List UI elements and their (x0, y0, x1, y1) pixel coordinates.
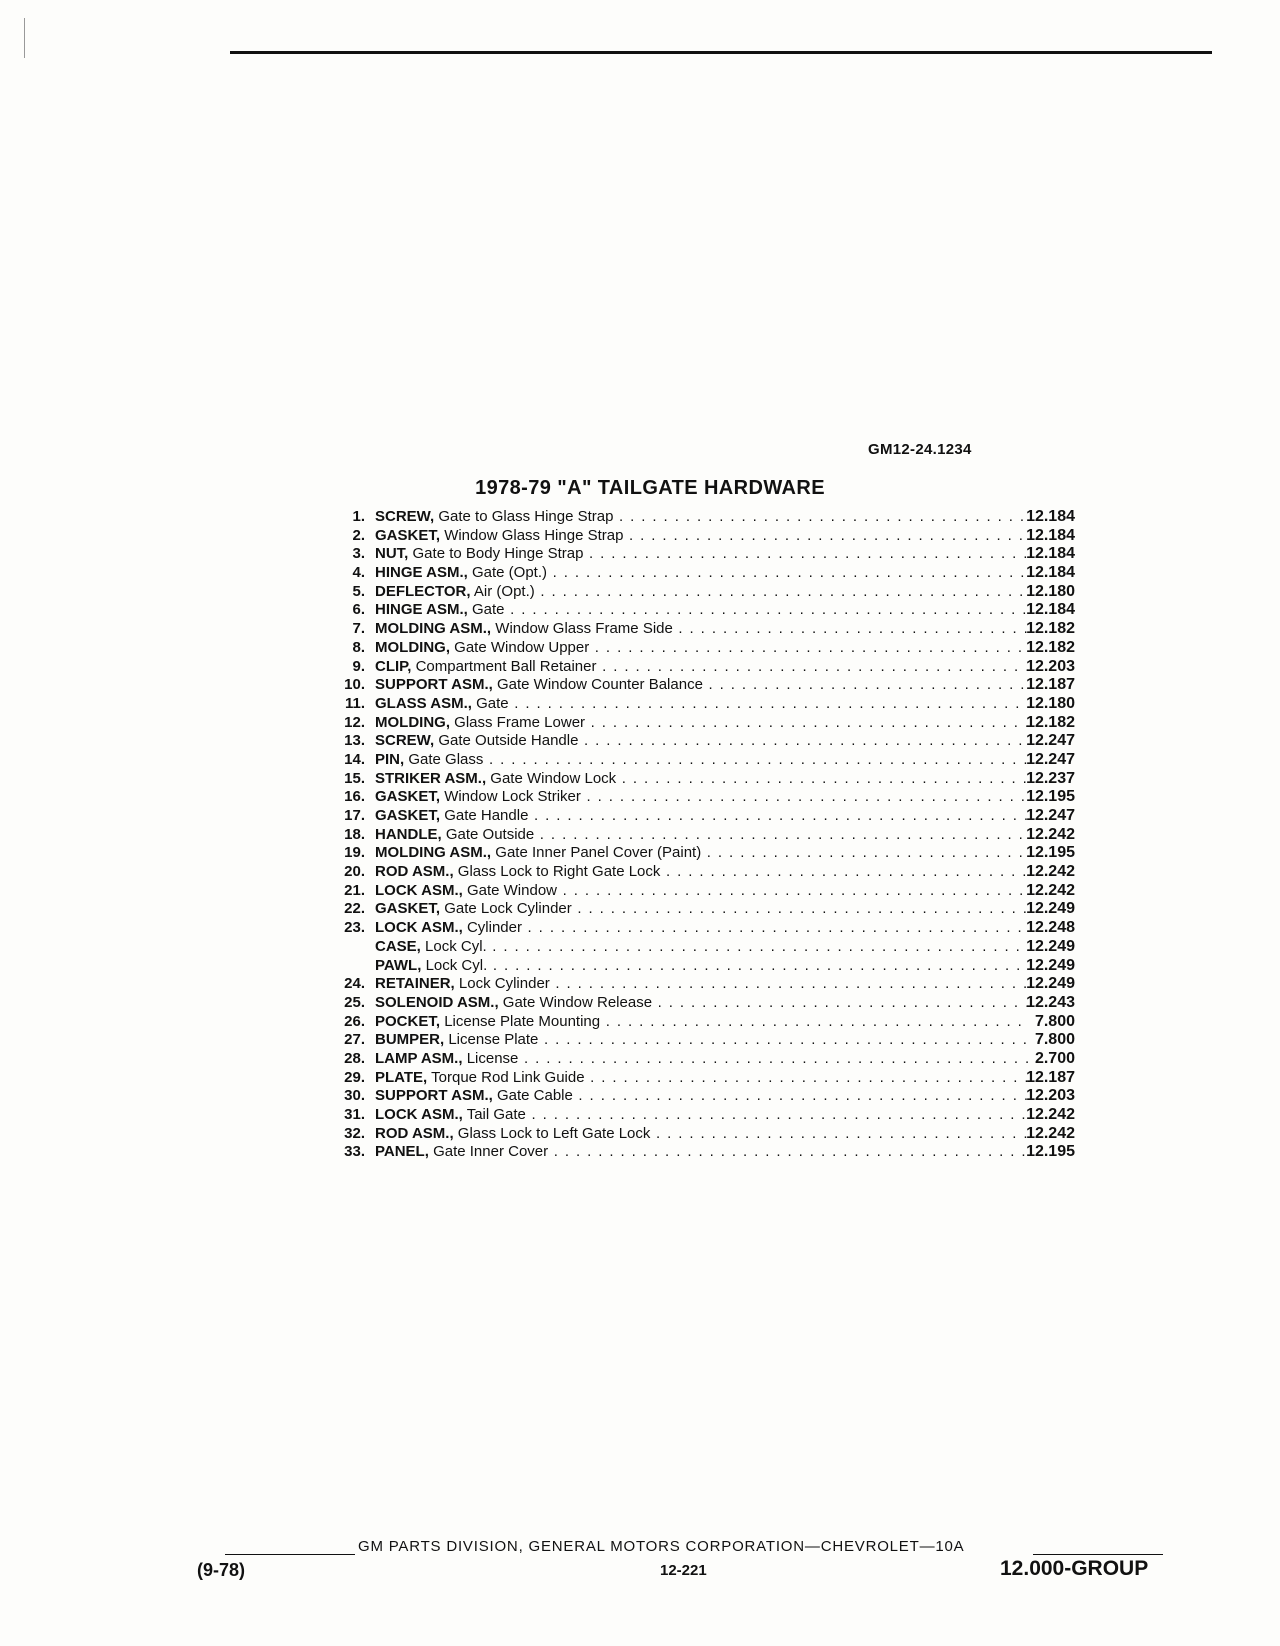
part-description-wrap (375, 938, 1030, 957)
part-name: GASKET, (375, 807, 441, 824)
part-detail: Gate Outside (445, 825, 535, 843)
part-description (375, 919, 1030, 938)
part-row (325, 714, 1085, 733)
part-description (375, 564, 1030, 583)
part-group-code: 12.182 (1026, 713, 1075, 731)
part-description (375, 695, 1030, 714)
part-row (325, 695, 1085, 714)
part-description-wrap (375, 900, 1030, 919)
part-number: 6. (352, 601, 365, 619)
part-number: 14. (344, 750, 365, 768)
part-description (375, 639, 1030, 658)
scan-mark (24, 18, 25, 58)
part-number: 19. (344, 844, 365, 862)
part-number: 24. (344, 975, 365, 993)
part-row (325, 508, 1085, 527)
part-group-code: 12.187 (1026, 1068, 1075, 1086)
part-name: NUT, (375, 545, 409, 563)
part-group-code: 12.184 (1026, 526, 1075, 544)
part-name: PANEL, (375, 1143, 429, 1161)
part-detail: Lock Cyl. (425, 937, 487, 955)
part-name: LOCK ASM., (375, 919, 463, 937)
part-number: 31. (344, 1106, 365, 1123)
part-detail: Glass Lock to Left Gate Lock (457, 1124, 651, 1142)
part-group-code: 12.249 (1026, 956, 1075, 974)
part-name: LOCK ASM., (375, 881, 463, 899)
part-detail: Glass Frame Lower (454, 713, 586, 731)
part-description-wrap (375, 732, 1030, 751)
part-name: LOCK ASM., (375, 1106, 463, 1123)
part-description-wrap (375, 583, 1030, 602)
part-detail: Glass Lock to Right Gate Lock (457, 863, 661, 881)
part-row (325, 658, 1085, 677)
part-description-wrap (375, 1106, 1030, 1125)
part-description-wrap (375, 545, 1030, 564)
document-code: GM12-24.1234 (868, 441, 972, 458)
part-detail: Tail Gate (466, 1106, 526, 1123)
part-number: 15. (344, 769, 365, 787)
part-row (325, 1087, 1085, 1106)
part-number: 3. (352, 545, 365, 563)
part-detail: Window Glass Hinge Strap (444, 526, 624, 544)
part-name: POCKET, (375, 1012, 441, 1030)
part-group-code: 12.242 (1026, 881, 1075, 899)
part-description-wrap (375, 919, 1030, 938)
part-description-wrap (375, 695, 1030, 714)
part-description (375, 882, 1030, 901)
part-group-code: 12.242 (1026, 863, 1075, 881)
part-group-code: 12.195 (1026, 788, 1075, 806)
part-detail: Gate (Opt.) (471, 564, 547, 582)
part-description-wrap (375, 658, 1030, 677)
part-group-code: 12.182 (1026, 638, 1075, 656)
part-name: LAMP ASM., (375, 1049, 463, 1067)
footer-page-number: 12-221 (660, 1562, 707, 1579)
part-number: 33. (344, 1143, 365, 1161)
part-description (375, 975, 1030, 994)
part-detail: Lock Cyl. (425, 956, 488, 974)
part-group-code: 12.203 (1026, 1087, 1075, 1105)
part-detail: Gate (471, 601, 505, 619)
part-description (375, 1069, 1030, 1088)
part-detail: Gate to Body Hinge Strap (412, 545, 584, 563)
part-row (325, 545, 1085, 564)
part-description-wrap (375, 975, 1030, 994)
part-row (325, 1143, 1085, 1162)
part-number: 26. (344, 1012, 365, 1030)
part-description (375, 1031, 1030, 1050)
part-detail: Gate Inner Cover (433, 1143, 549, 1161)
part-description (375, 658, 1030, 677)
part-name: SUPPORT ASM., (375, 1087, 493, 1105)
part-description (375, 1143, 1030, 1162)
part-name: DEFLECTOR, (375, 582, 471, 600)
part-row (325, 788, 1085, 807)
part-group-code: 12.187 (1026, 676, 1075, 694)
part-row (325, 620, 1085, 639)
part-group-code: 12.249 (1026, 975, 1075, 993)
part-name: PIN, (375, 750, 405, 768)
part-detail: Window Lock Striker (444, 788, 581, 806)
part-row (325, 601, 1085, 620)
part-row (325, 900, 1085, 919)
part-group-code: 12.184 (1026, 564, 1075, 582)
part-description (375, 788, 1030, 807)
part-detail: License Plate (448, 1031, 539, 1049)
part-number: 9. (352, 657, 365, 675)
part-row (325, 639, 1085, 658)
part-name: ROD ASM., (375, 1124, 454, 1142)
part-detail: Gate Inner Panel Cover (Paint) (495, 844, 702, 862)
part-group-code: 12.243 (1026, 993, 1075, 1011)
part-detail: Gate Window Lock (490, 769, 617, 787)
part-description (375, 957, 1030, 976)
part-description (375, 900, 1030, 919)
part-detail: Window Glass Frame Side (495, 620, 673, 638)
part-number: 12. (344, 713, 365, 731)
part-description-wrap (375, 527, 1030, 546)
part-number: 17. (344, 807, 365, 824)
part-name: BUMPER, (375, 1031, 445, 1049)
part-description (375, 601, 1030, 620)
part-description-wrap (375, 1069, 1030, 1088)
part-group-code: 12.195 (1026, 844, 1075, 862)
part-row (325, 1013, 1085, 1032)
part-row (325, 527, 1085, 546)
part-detail: Gate to Glass Hinge Strap (438, 508, 614, 525)
part-description (375, 732, 1030, 751)
part-description (375, 676, 1030, 695)
part-description-wrap (375, 807, 1030, 826)
part-row (325, 732, 1085, 751)
part-description (375, 620, 1030, 639)
part-description (375, 938, 1030, 957)
part-name: GASKET, (375, 526, 441, 544)
footer-date: (9-78) (197, 1560, 246, 1580)
part-description-wrap (375, 676, 1030, 695)
part-number: 11. (344, 694, 365, 712)
part-row (325, 994, 1085, 1013)
part-detail: Gate (476, 694, 509, 712)
footer-rule-right (1033, 1554, 1163, 1555)
part-group-code: 12.248 (1026, 919, 1075, 937)
part-group-code: 2.700 (1034, 1049, 1075, 1067)
part-number: 28. (344, 1049, 365, 1067)
part-description (375, 1106, 1030, 1125)
part-number: 22. (344, 900, 365, 918)
part-name: CASE, (375, 937, 421, 955)
part-description (375, 545, 1030, 564)
part-description-wrap (375, 1050, 1030, 1069)
top-rule (230, 51, 1212, 54)
part-description (375, 844, 1030, 863)
part-row (325, 807, 1085, 826)
part-description (375, 1013, 1030, 1032)
part-row (325, 1069, 1085, 1088)
part-group-code: 12.184 (1026, 545, 1075, 563)
part-description-wrap (375, 1125, 1030, 1144)
part-detail: Air (Opt.) (473, 582, 535, 600)
part-description-wrap (375, 770, 1030, 789)
part-row (325, 583, 1085, 602)
part-name: GASKET, (375, 788, 441, 806)
part-group-code: 12.247 (1026, 732, 1075, 750)
part-name: CLIP, (375, 657, 412, 675)
part-row (325, 1125, 1085, 1144)
part-name: SOLENOID ASM., (375, 993, 499, 1011)
part-row (325, 863, 1085, 882)
part-description (375, 1087, 1030, 1106)
part-row (325, 938, 1085, 957)
part-group-code: 12.249 (1026, 900, 1075, 918)
part-number: 30. (344, 1087, 365, 1105)
part-name: PAWL, (375, 956, 422, 974)
part-group-code: 12.195 (1026, 1143, 1075, 1161)
part-description (375, 583, 1030, 602)
part-group-code: 12.247 (1026, 807, 1075, 824)
part-detail: Gate Window Release (502, 993, 653, 1011)
part-number: 32. (344, 1124, 365, 1142)
part-row (325, 751, 1085, 770)
part-detail: Lock Cylinder (458, 975, 550, 993)
part-description (375, 994, 1030, 1013)
part-row (325, 957, 1085, 976)
part-name: MOLDING ASM., (375, 620, 492, 638)
part-group-code: 12.184 (1026, 601, 1075, 619)
part-group-code: 12.180 (1026, 582, 1075, 600)
part-number: 8. (352, 638, 365, 656)
part-description (375, 807, 1030, 826)
part-name: MOLDING ASM., (375, 844, 492, 862)
footer-corporation: GM PARTS DIVISION, GENERAL MOTORS CORPORATION—CHEVROLET—10A (358, 1538, 965, 1555)
part-detail: Gate Window (466, 881, 557, 899)
part-detail: Gate Window Counter Balance (496, 676, 703, 694)
part-description (375, 770, 1030, 789)
part-number: 25. (344, 993, 365, 1011)
part-description (375, 508, 1030, 527)
part-number: 1. (352, 508, 365, 525)
part-detail: Cylinder (466, 919, 522, 937)
part-description-wrap (375, 826, 1030, 845)
part-row (325, 770, 1085, 789)
part-row (325, 564, 1085, 583)
part-description (375, 714, 1030, 733)
part-group-code: 12.247 (1026, 750, 1075, 768)
part-description-wrap (375, 994, 1030, 1013)
part-detail: Torque Rod Link Guide (431, 1068, 585, 1086)
part-name: ROD ASM., (375, 863, 454, 881)
part-group-code: 12.242 (1026, 825, 1075, 843)
part-name: SCREW, (375, 732, 435, 750)
part-description-wrap (375, 751, 1030, 770)
part-detail: License (466, 1049, 519, 1067)
part-group-code: 7.800 (1034, 1012, 1075, 1030)
part-name: SCREW, (375, 508, 435, 525)
part-name: GLASS ASM., (375, 694, 472, 712)
part-description-wrap (375, 601, 1030, 620)
part-group-code: 12.184 (1026, 508, 1075, 525)
part-description-wrap (375, 620, 1030, 639)
part-description-wrap (375, 1031, 1030, 1050)
part-group-code: 7.800 (1034, 1031, 1075, 1049)
part-description-wrap (375, 863, 1030, 882)
part-detail: Gate Lock Cylinder (444, 900, 572, 918)
part-detail: Gate Outside Handle (438, 732, 579, 750)
part-row (325, 826, 1085, 845)
part-description (375, 826, 1030, 845)
page-title: 1978-79 "A" TAILGATE HARDWARE (475, 477, 825, 499)
part-row (325, 919, 1085, 938)
part-description (375, 1125, 1030, 1144)
part-group-code: 12.180 (1026, 694, 1075, 712)
part-description-wrap (375, 957, 1030, 976)
part-description (375, 527, 1030, 546)
part-description-wrap (375, 882, 1030, 901)
parts-list (325, 508, 1085, 1162)
part-name: HANDLE, (375, 825, 442, 843)
part-name: MOLDING, (375, 638, 450, 656)
part-name: HINGE ASM., (375, 601, 468, 619)
part-name: SUPPORT ASM., (375, 676, 493, 694)
part-detail: Gate Window Upper (454, 638, 590, 656)
part-name: STRIKER ASM., (375, 769, 487, 787)
part-row (325, 975, 1085, 994)
part-group-code: 12.203 (1026, 657, 1075, 675)
part-number: 29. (344, 1068, 365, 1086)
part-description-wrap (375, 844, 1030, 863)
part-name: MOLDING, (375, 713, 450, 731)
part-row (325, 844, 1085, 863)
part-name: RETAINER, (375, 975, 455, 993)
part-detail: Compartment Ball Retainer (415, 657, 597, 675)
part-description-wrap (375, 508, 1030, 527)
part-description-wrap (375, 639, 1030, 658)
part-number: 13. (344, 732, 365, 750)
part-number: 4. (352, 564, 365, 582)
part-description-wrap (375, 714, 1030, 733)
part-number: 10. (344, 676, 365, 694)
part-group-code: 12.242 (1026, 1124, 1075, 1142)
part-number: 5. (352, 582, 365, 600)
part-row (325, 1050, 1085, 1069)
part-number: 23. (344, 919, 365, 937)
part-number: 18. (344, 825, 365, 843)
part-number: 27. (344, 1031, 365, 1049)
part-description-wrap (375, 564, 1030, 583)
part-number: 2. (352, 526, 365, 544)
part-number: 21. (344, 881, 365, 899)
part-number: 16. (344, 788, 365, 806)
part-description-wrap (375, 788, 1030, 807)
part-group-code: 12.182 (1026, 620, 1075, 638)
part-description-wrap (375, 1087, 1030, 1106)
part-number: 20. (344, 863, 365, 881)
part-row (325, 1106, 1085, 1125)
part-name: HINGE ASM., (375, 564, 468, 582)
part-detail: Gate Handle (444, 807, 529, 824)
part-description-wrap (375, 1013, 1030, 1032)
part-description (375, 863, 1030, 882)
part-row (325, 676, 1085, 695)
part-detail: Gate Glass (408, 750, 484, 768)
part-detail: License Plate Mounting (444, 1012, 601, 1030)
part-description (375, 1050, 1030, 1069)
footer-rule-left (225, 1554, 355, 1555)
footer-group: 12.000-GROUP (1000, 1557, 1149, 1580)
part-group-code: 12.242 (1026, 1106, 1075, 1123)
part-description-wrap (375, 1143, 1030, 1162)
part-row (325, 1031, 1085, 1050)
part-description (375, 751, 1030, 770)
part-group-code: 12.237 (1026, 769, 1075, 787)
part-group-code: 12.249 (1026, 937, 1075, 955)
part-detail: Gate Cable (496, 1087, 573, 1105)
part-name: PLATE, (375, 1068, 428, 1086)
part-name: GASKET, (375, 900, 441, 918)
part-number: 7. (352, 620, 365, 638)
part-row (325, 882, 1085, 901)
